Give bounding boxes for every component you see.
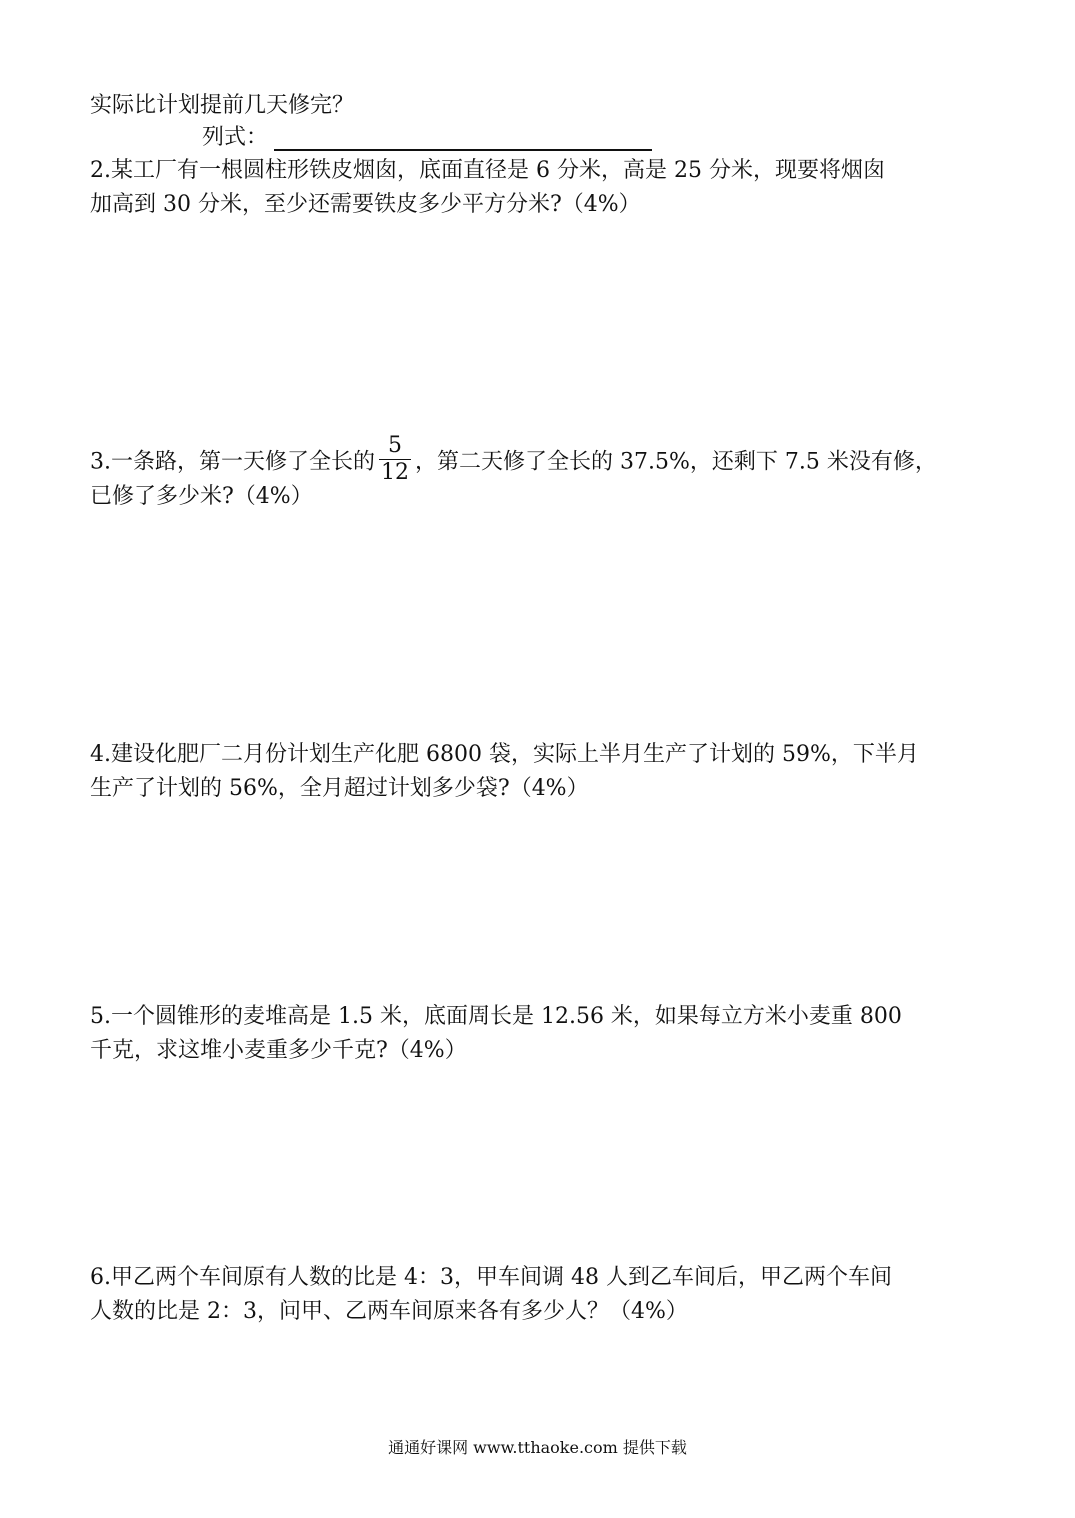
question-2-line-1: 2.某工厂有一根圆柱形铁皮烟囱，底面直径是 6 分米，高是 25 分米，现要将烟囱	[90, 158, 885, 183]
question-3-line-1	[90, 433, 937, 489]
question-4-line-1: 4.建设化肥厂二月份计划生产化肥 6800 袋，实际上半月生产了计划的 59%，下半月	[90, 742, 919, 767]
page-footer: 通通好课网 www.tthaoke.com 提供下载	[388, 1438, 687, 1457]
question-6-line-1: 6.甲乙两个车间原有人数的比是 4：3，甲车间调 48 人到乙车间后，甲乙两个车间	[90, 1265, 892, 1290]
fraction-five-twelfths	[379, 433, 411, 486]
question-3-line-2: 已修了多少米?（4%）	[90, 484, 313, 509]
question-3-text-before-fraction: 3.一条路，第一天修了全长的	[90, 449, 375, 475]
question-6-line-2: 人数的比是 2：3，问甲、乙两车间原来各有多少人？（4%）	[90, 1299, 688, 1324]
question-5-line-2: 千克，求这堆小麦重多少千克?（4%）	[90, 1038, 467, 1063]
question-1-continuation: 实际比计划提前几天修完？	[90, 93, 355, 118]
question-5-line-1: 5.一个圆锥形的麦堆高是 1.5 米，底面周长是 12.56 米，如果每立方米小麦重 800	[90, 1004, 902, 1029]
formula-answer-blank[interactable]	[274, 129, 652, 151]
formula-label: 列式：	[202, 125, 269, 150]
question-3-text-after-fraction: ，第二天修了全长的 37.5%，还剩下 7.5 米没有修，	[415, 449, 937, 475]
fraction-numerator: 5	[379, 433, 411, 460]
question-2-line-2: 加高到 30 分米，至少还需要铁皮多少平方分米?（4%）	[90, 192, 641, 217]
question-4-line-2: 生产了计划的 56%，全月超过计划多少袋?（4%）	[90, 776, 589, 801]
formula-row	[202, 125, 652, 151]
fraction-denominator: 12	[381, 460, 409, 485]
